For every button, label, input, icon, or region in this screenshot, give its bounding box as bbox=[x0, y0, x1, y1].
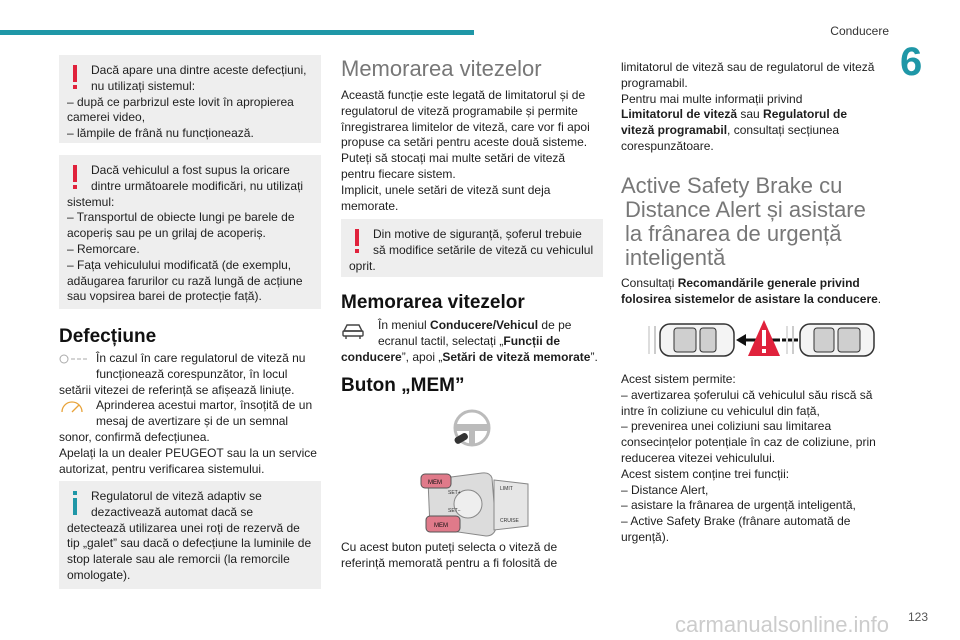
warn1-line3: – după ce parbrizul este lovit în apropierea bbox=[67, 94, 294, 109]
asb-heading-line2: Distance Alert și asistare bbox=[625, 197, 866, 222]
cont-sau: sau bbox=[737, 107, 764, 122]
warn1-line4: camerei video, bbox=[67, 110, 146, 125]
intro-line1: Această funcție este legată de limitatorul și de bbox=[341, 88, 586, 102]
dashes-display-icon bbox=[59, 353, 87, 365]
defect-line6: sonor, confirmă defecțiunea. bbox=[59, 429, 210, 444]
stalk-label-mem-top: MEM bbox=[428, 480, 442, 486]
warn-stopped-line2: să modifice setările de viteză cu vehiculul bbox=[373, 242, 594, 257]
defect-line3: setării vitezei de referință se afișează liniuțe. bbox=[59, 382, 295, 397]
heading-speed-memory: Memorarea vitezelor bbox=[341, 56, 542, 81]
cont-line6: corespunzătoare. bbox=[621, 138, 714, 153]
mem-f1: Funcții de bbox=[503, 333, 561, 348]
system-line2: – avertizarea șoferului că vehiculul său riscă să bbox=[621, 387, 873, 402]
collision-warning-illustration bbox=[630, 316, 880, 364]
stalk-label-set-minus: SET− bbox=[448, 508, 461, 514]
warning-icon bbox=[71, 65, 79, 90]
chapter-number: 6 bbox=[900, 40, 923, 84]
consult-pre: Consultați bbox=[621, 276, 678, 290]
speedometer-warning-icon bbox=[59, 400, 87, 414]
warn2-line8: adăugarea farurilor cu rază lungă de acțiune bbox=[67, 273, 303, 288]
mem-menu: Conducere/Vehicul bbox=[430, 318, 539, 332]
info-line5: stop laterale sau ale remorcii (la remorcile bbox=[67, 552, 290, 567]
system-line11: urgență). bbox=[621, 529, 670, 544]
cont-line5: , consultați secțiunea bbox=[727, 123, 840, 138]
warn2-line5: acoperiș sau pe un grilaj de acoperiș. bbox=[67, 226, 266, 241]
asb-heading-line1: Active Safety Brake cu bbox=[621, 173, 843, 198]
steering-wheel-icon bbox=[452, 408, 492, 448]
system-line6: reducerea vitezei vehiculului. bbox=[621, 450, 776, 465]
warn2-line9: sau vopsirea barei de protecție față). bbox=[67, 289, 262, 304]
info-icon bbox=[71, 491, 79, 516]
warn2-line2: dintre următoarele modificări, nu utilizați bbox=[91, 178, 304, 193]
caption-line1: Cu acest buton puteți selecta o viteză de bbox=[341, 540, 558, 554]
info-box-spare-wheel bbox=[59, 481, 321, 589]
stalk-label-limit: LIMIT bbox=[500, 486, 513, 492]
warn-stopped-line1: Din motive de siguranță, șoferul trebuie bbox=[373, 227, 582, 241]
info-line1: Regulatorul de viteză adaptiv se bbox=[91, 489, 262, 503]
mem-f1b: conducere bbox=[341, 349, 402, 364]
warning-box-stopped bbox=[341, 219, 603, 277]
warn2-line3: sistemul: bbox=[67, 194, 115, 209]
system-line7: Acest sistem conține trei funcții: bbox=[621, 466, 790, 481]
warn2-line6: – Remorcare. bbox=[67, 241, 140, 256]
heading-defect: Defecțiune bbox=[59, 326, 157, 347]
page-number: 123 bbox=[907, 610, 928, 624]
warn-stopped-line3: oprit. bbox=[349, 258, 376, 273]
stalk-label-cruise: CRUISE bbox=[500, 518, 519, 524]
warn2-line1: Dacă vehiculul a fost supus la oricare bbox=[91, 163, 290, 177]
system-line9: – asistare la frânarea de urgență inteligentă, bbox=[621, 498, 856, 513]
header-accent-bar bbox=[0, 30, 474, 35]
intro-line3: înregistrarea limitelor de viteză, care vor fi apoi bbox=[341, 119, 590, 134]
system-line8: – Distance Alert, bbox=[621, 482, 709, 497]
intro-line8: memorate. bbox=[341, 198, 399, 213]
caption-line2: referință memorată pentru a fi folosită de bbox=[341, 555, 558, 570]
warn1-line2: nu utilizați sistemul: bbox=[91, 78, 196, 93]
info-line2: dezactivează automat dacă se bbox=[91, 504, 254, 519]
mem-line2: ecranul tactil, selectați „ bbox=[378, 333, 504, 348]
mem-mid2: ”, apoi „ bbox=[401, 349, 443, 364]
system-line5: consecințelor potențiale în caz de coliziune, prin bbox=[621, 435, 876, 450]
warn2-line4: – Transportul de obiecte lungi pe barele de bbox=[67, 210, 295, 225]
system-line3: intre în coliziune cu vehiculul din față, bbox=[621, 403, 820, 418]
info-line3: detectează utilizarea unei roți de rezervă de bbox=[67, 520, 300, 535]
warning-icon bbox=[71, 165, 79, 190]
cont-line3: Pentru mai multe informații privind bbox=[621, 91, 803, 106]
consult-b: Recomandările generale privind bbox=[677, 276, 860, 290]
warning-box-modifications bbox=[59, 155, 321, 309]
asb-heading-line4: inteligentă bbox=[625, 245, 726, 270]
defect-line5: mesaj de avertizare și de un semnal bbox=[96, 414, 289, 429]
system-line10: – Active Safety Brake (frânare automată de bbox=[621, 514, 851, 529]
consult-b2: folosirea sistemelor de asistare la conducere bbox=[621, 291, 878, 306]
intro-line2: regulatorul de viteză programabile și permite bbox=[341, 103, 578, 118]
system-line4: – prevenirea unei coliziuni sau limitarea bbox=[621, 419, 832, 434]
stalk-label-mem-bottom: MEM bbox=[434, 523, 448, 529]
warn1-line1: Dacă apare una dintre aceste defecțiuni, bbox=[91, 63, 307, 77]
defect-line7: Apelați la un dealer PEUGEOT sau la un service bbox=[59, 445, 317, 460]
info-line6: omologate). bbox=[67, 567, 131, 582]
cont-b2: Regulatorul de bbox=[763, 107, 848, 122]
mem-pre: În meniul bbox=[378, 318, 431, 332]
info-line4: tip „galet” sau dacă o defecțiune la luminile de bbox=[67, 536, 312, 551]
defect-line4: Aprinderea acestui martor, însoțită de un bbox=[96, 398, 313, 413]
stalk-label-set-plus: SET+ bbox=[448, 490, 461, 496]
cont-b3: viteză programabil bbox=[621, 123, 728, 138]
car-touchscreen-icon bbox=[341, 322, 365, 340]
heading-mem-button: Buton „MEM” bbox=[341, 375, 465, 396]
mem-mid: de pe bbox=[538, 318, 572, 332]
heading-mem-section: Memorarea vitezelor bbox=[341, 292, 525, 313]
cruise-control-stalk bbox=[420, 470, 530, 540]
system-line1: Acest sistem permite: bbox=[621, 372, 736, 386]
intro-line5: Puteți să stocați mai multe setări de viteză bbox=[341, 151, 566, 166]
warn2-line7: – Fața vehiculului modificată (de exemplu, bbox=[67, 257, 292, 272]
warn1-line5: – lămpile de frână nu funcționează. bbox=[67, 126, 254, 141]
cont-b1: Limitatorul de viteză bbox=[621, 107, 738, 122]
cont-line2: programabil. bbox=[621, 75, 688, 90]
warning-box-camera bbox=[59, 55, 321, 143]
defect-line8: autorizat, pentru verificarea sistemului. bbox=[59, 461, 265, 476]
asb-heading-line3: la frânarea de urgență bbox=[625, 221, 842, 246]
intro-line7: Implicit, unele setări de viteză sunt deja bbox=[341, 182, 551, 197]
watermark: carmanualsonline.info bbox=[675, 612, 890, 637]
mem-end: ”. bbox=[590, 349, 598, 364]
intro-line6: pentru fiecare sistem. bbox=[341, 166, 456, 181]
defect-line2: funcționează corespunzător, în locul bbox=[96, 366, 288, 381]
consult-end: . bbox=[877, 291, 882, 306]
cont-line1: limitatorul de viteză sau de regulatorul de viteză bbox=[621, 60, 875, 74]
mem-f2: Setări de viteză memorate bbox=[442, 349, 591, 364]
intro-line4: propuse ca setări pentru aceste două sisteme. bbox=[341, 135, 588, 150]
defect-line1: În cazul în care regulatorul de viteză nu bbox=[96, 351, 306, 365]
warning-icon bbox=[353, 229, 361, 254]
chapter-title: Conducere bbox=[830, 24, 889, 38]
